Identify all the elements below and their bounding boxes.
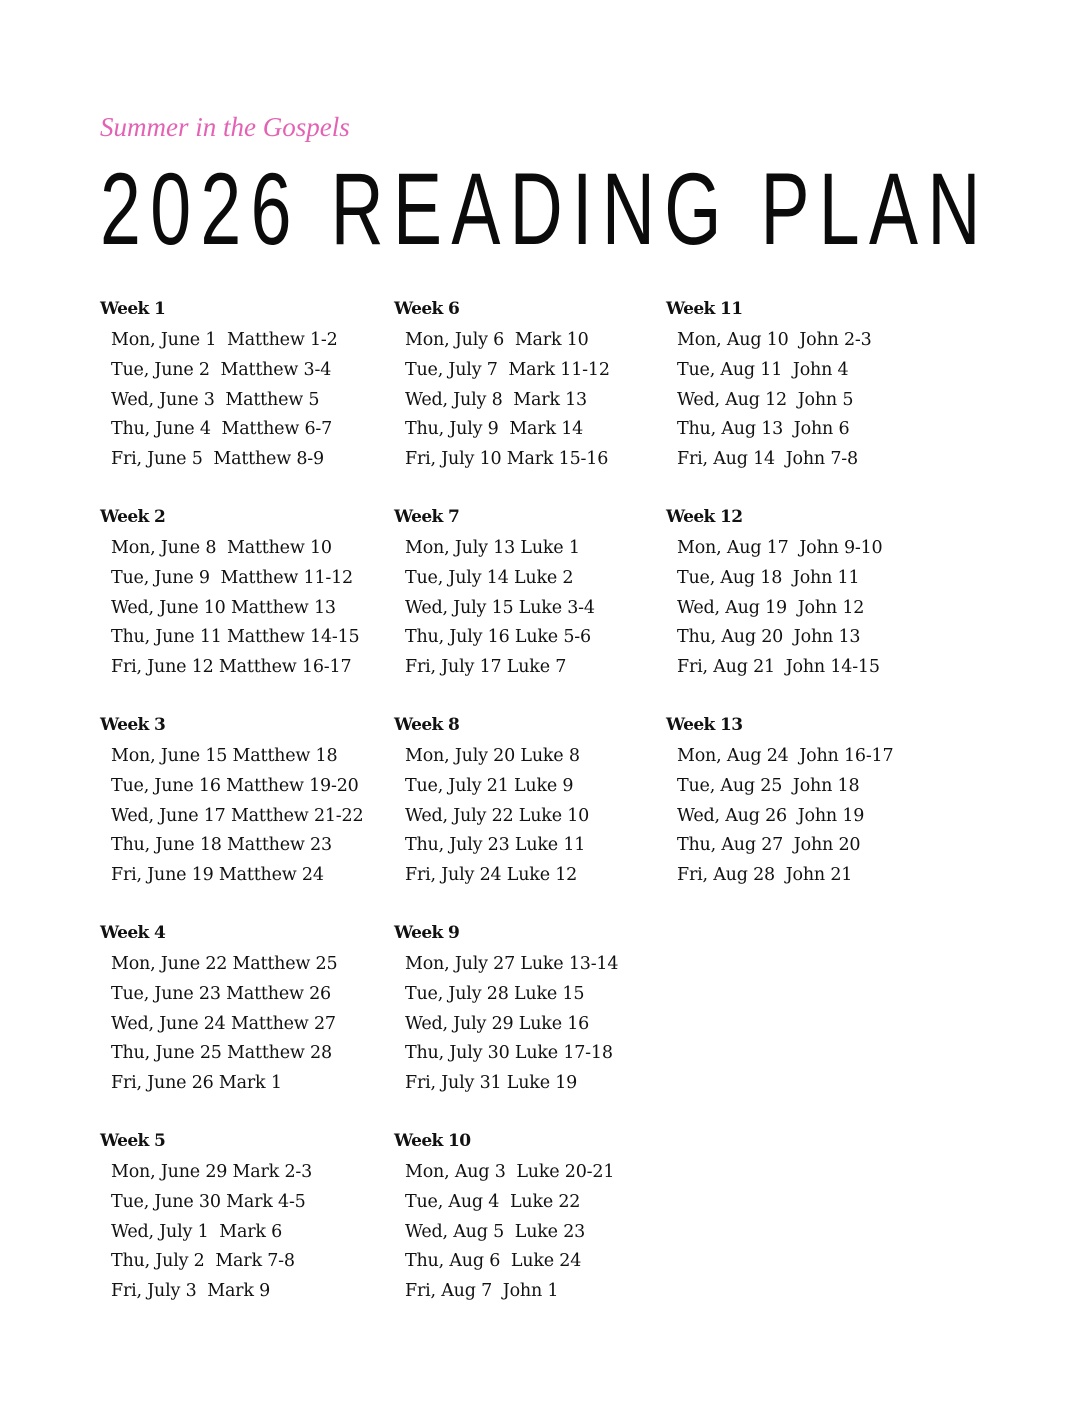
reading-entry: Wed, Aug 12 John 5: [677, 389, 854, 410]
reading-entry: Mon, July 13 Luke 1: [405, 537, 580, 558]
reading-entry: Wed, July 15 Luke 3-4: [405, 597, 595, 618]
reading-entry: Wed, July 1 Mark 6: [111, 1221, 283, 1242]
week-block: [100, 504, 363, 683]
reading-entry: Wed, June 10 Matthew 13: [111, 597, 336, 618]
week-heading: Week 2: [100, 506, 166, 527]
reading-entry: Tue, June 16 Matthew 19-20: [111, 775, 359, 796]
reading-entry: Fri, Aug 7 John 1: [405, 1281, 559, 1302]
reading-entry: Mon, Aug 10 John 2-3: [677, 330, 872, 350]
reading-entry: Tue, June 9 Matthew 11-12: [111, 567, 353, 588]
reading-entry: Tue, June 2 Matthew 3-4: [111, 359, 332, 380]
reading-entry: Tue, Aug 4 Luke 22: [405, 1191, 581, 1212]
week-block: [394, 712, 618, 891]
week-heading: Week 7: [394, 506, 460, 527]
week-block: [666, 504, 893, 683]
reading-entry: Wed, Aug 19 John 12: [677, 597, 865, 618]
reading-entry: Wed, June 17 Matthew 21-22: [111, 805, 364, 826]
reading-entry: Fri, July 31 Luke 19: [405, 1073, 578, 1094]
reading-entry: Thu, Aug 13 John 6: [677, 419, 850, 440]
week-heading: Week 5: [100, 1130, 166, 1151]
week-column-3: [666, 296, 893, 920]
reading-entry: Mon, Aug 24 John 16-17: [677, 745, 894, 766]
reading-entry: Fri, July 24 Luke 12: [405, 865, 578, 886]
week-block: [100, 1128, 363, 1307]
reading-entry: Wed, July 22 Luke 10: [405, 805, 590, 826]
reading-entry: Tue, June 23 Matthew 26: [111, 983, 331, 1004]
reading-entry: Tue, July 21 Luke 9: [405, 775, 574, 796]
reading-entry: Thu, Aug 27 John 20: [677, 835, 861, 856]
reading-entry: Fri, Aug 21 John 14-15: [677, 657, 880, 678]
reading-entry: Fri, June 5 Matthew 8-9: [111, 449, 324, 470]
reading-entry: Fri, June 19 Matthew 24: [111, 865, 324, 886]
page-title: 2026 READING PLAN: [100, 152, 990, 266]
week-block: [666, 296, 893, 475]
reading-entry: Thu, July 9 Mark 14: [405, 419, 584, 440]
reading-entry: Wed, Aug 26 John 19: [677, 805, 865, 826]
reading-entry: Thu, June 25 Matthew 28: [111, 1043, 332, 1064]
reading-entry: Thu, June 11 Matthew 14-15: [111, 627, 360, 648]
week-block: [394, 504, 618, 683]
week-heading: Week 10: [394, 1130, 471, 1151]
reading-entry: Wed, June 3 Matthew 5: [111, 389, 320, 410]
week-block: [666, 712, 893, 891]
week-block: [394, 1128, 618, 1307]
reading-entry: Wed, June 24 Matthew 27: [111, 1013, 336, 1034]
reading-entry: Tue, July 7 Mark 11-12: [405, 359, 610, 380]
week-heading: Week 8: [394, 714, 460, 735]
reading-entry: Fri, June 26 Mark 1: [111, 1073, 282, 1094]
reading-entry: Mon, June 29 Mark 2-3: [111, 1161, 313, 1182]
week-column-2: [394, 296, 618, 1336]
reading-entry: Tue, Aug 25 John 18: [677, 775, 860, 796]
reading-entry: Tue, June 30 Mark 4-5: [111, 1191, 306, 1212]
reading-entry: Mon, July 20 Luke 8: [405, 745, 580, 766]
week-column-1: [100, 296, 363, 1336]
reading-entry: Fri, July 17 Luke 7: [405, 657, 567, 678]
reading-entry: Thu, July 2 Mark 7-8: [111, 1251, 295, 1272]
reading-entry: Wed, Aug 5 Luke 23: [405, 1221, 586, 1242]
week-heading: Week 6: [394, 299, 460, 319]
reading-entry: Fri, July 3 Mark 9: [111, 1281, 271, 1302]
week-heading: Week 1: [100, 299, 166, 319]
week-heading: Week 12: [666, 506, 743, 527]
reading-entry: Fri, June 12 Matthew 16-17: [111, 657, 352, 678]
week-heading: Week 13: [666, 714, 743, 735]
week-block: [100, 296, 363, 475]
week-heading: Week 4: [100, 922, 166, 943]
reading-entry: Mon, Aug 3 Luke 20-21: [405, 1161, 615, 1182]
reading-entry: Thu, June 18 Matthew 23: [111, 835, 332, 856]
week-block: [100, 920, 363, 1099]
reading-entry: Thu, July 30 Luke 17-18: [405, 1043, 613, 1064]
reading-entry: Thu, July 23 Luke 11: [405, 835, 586, 856]
week-heading: Week 11: [666, 299, 743, 319]
week-block: [394, 296, 618, 475]
reading-entry: Mon, June 8 Matthew 10: [111, 537, 332, 558]
reading-entry: Mon, July 6 Mark 10: [405, 330, 589, 350]
week-block: [100, 712, 363, 891]
reading-entry: Fri, Aug 28 John 21: [677, 865, 853, 886]
reading-entry: Tue, Aug 18 John 11: [677, 567, 860, 588]
reading-entry: Wed, July 8 Mark 13: [405, 389, 587, 410]
reading-entry: Thu, June 4 Matthew 6-7: [111, 419, 333, 440]
reading-entry: Thu, Aug 6 Luke 24: [405, 1251, 582, 1272]
reading-entry: Mon, June 22 Matthew 25: [111, 953, 338, 974]
reading-entry: Tue, July 28 Luke 15: [405, 983, 585, 1004]
week-block: [394, 920, 618, 1099]
reading-entry: Tue, July 14 Luke 2: [405, 567, 574, 588]
reading-entry: Mon, July 27 Luke 13-14: [405, 953, 619, 974]
reading-entry: Mon, June 1 Matthew 1-2: [111, 330, 338, 350]
reading-entry: Thu, July 16 Luke 5-6: [405, 627, 591, 648]
reading-entry: Mon, Aug 17 John 9-10: [677, 537, 883, 558]
week-heading: Week 9: [394, 922, 460, 943]
reading-entry: Tue, Aug 11 John 4: [677, 359, 849, 380]
plan-subtitle: Summer in the Gospels: [100, 112, 350, 142]
reading-entry: Fri, Aug 14 John 7-8: [677, 449, 858, 470]
reading-entry: Fri, July 10 Mark 15-16: [405, 449, 609, 470]
week-heading: Week 3: [100, 714, 166, 735]
reading-entry: Thu, Aug 20 John 13: [677, 627, 861, 648]
reading-entry: Mon, June 15 Matthew 18: [111, 745, 338, 766]
reading-entry: Wed, July 29 Luke 16: [405, 1013, 590, 1034]
